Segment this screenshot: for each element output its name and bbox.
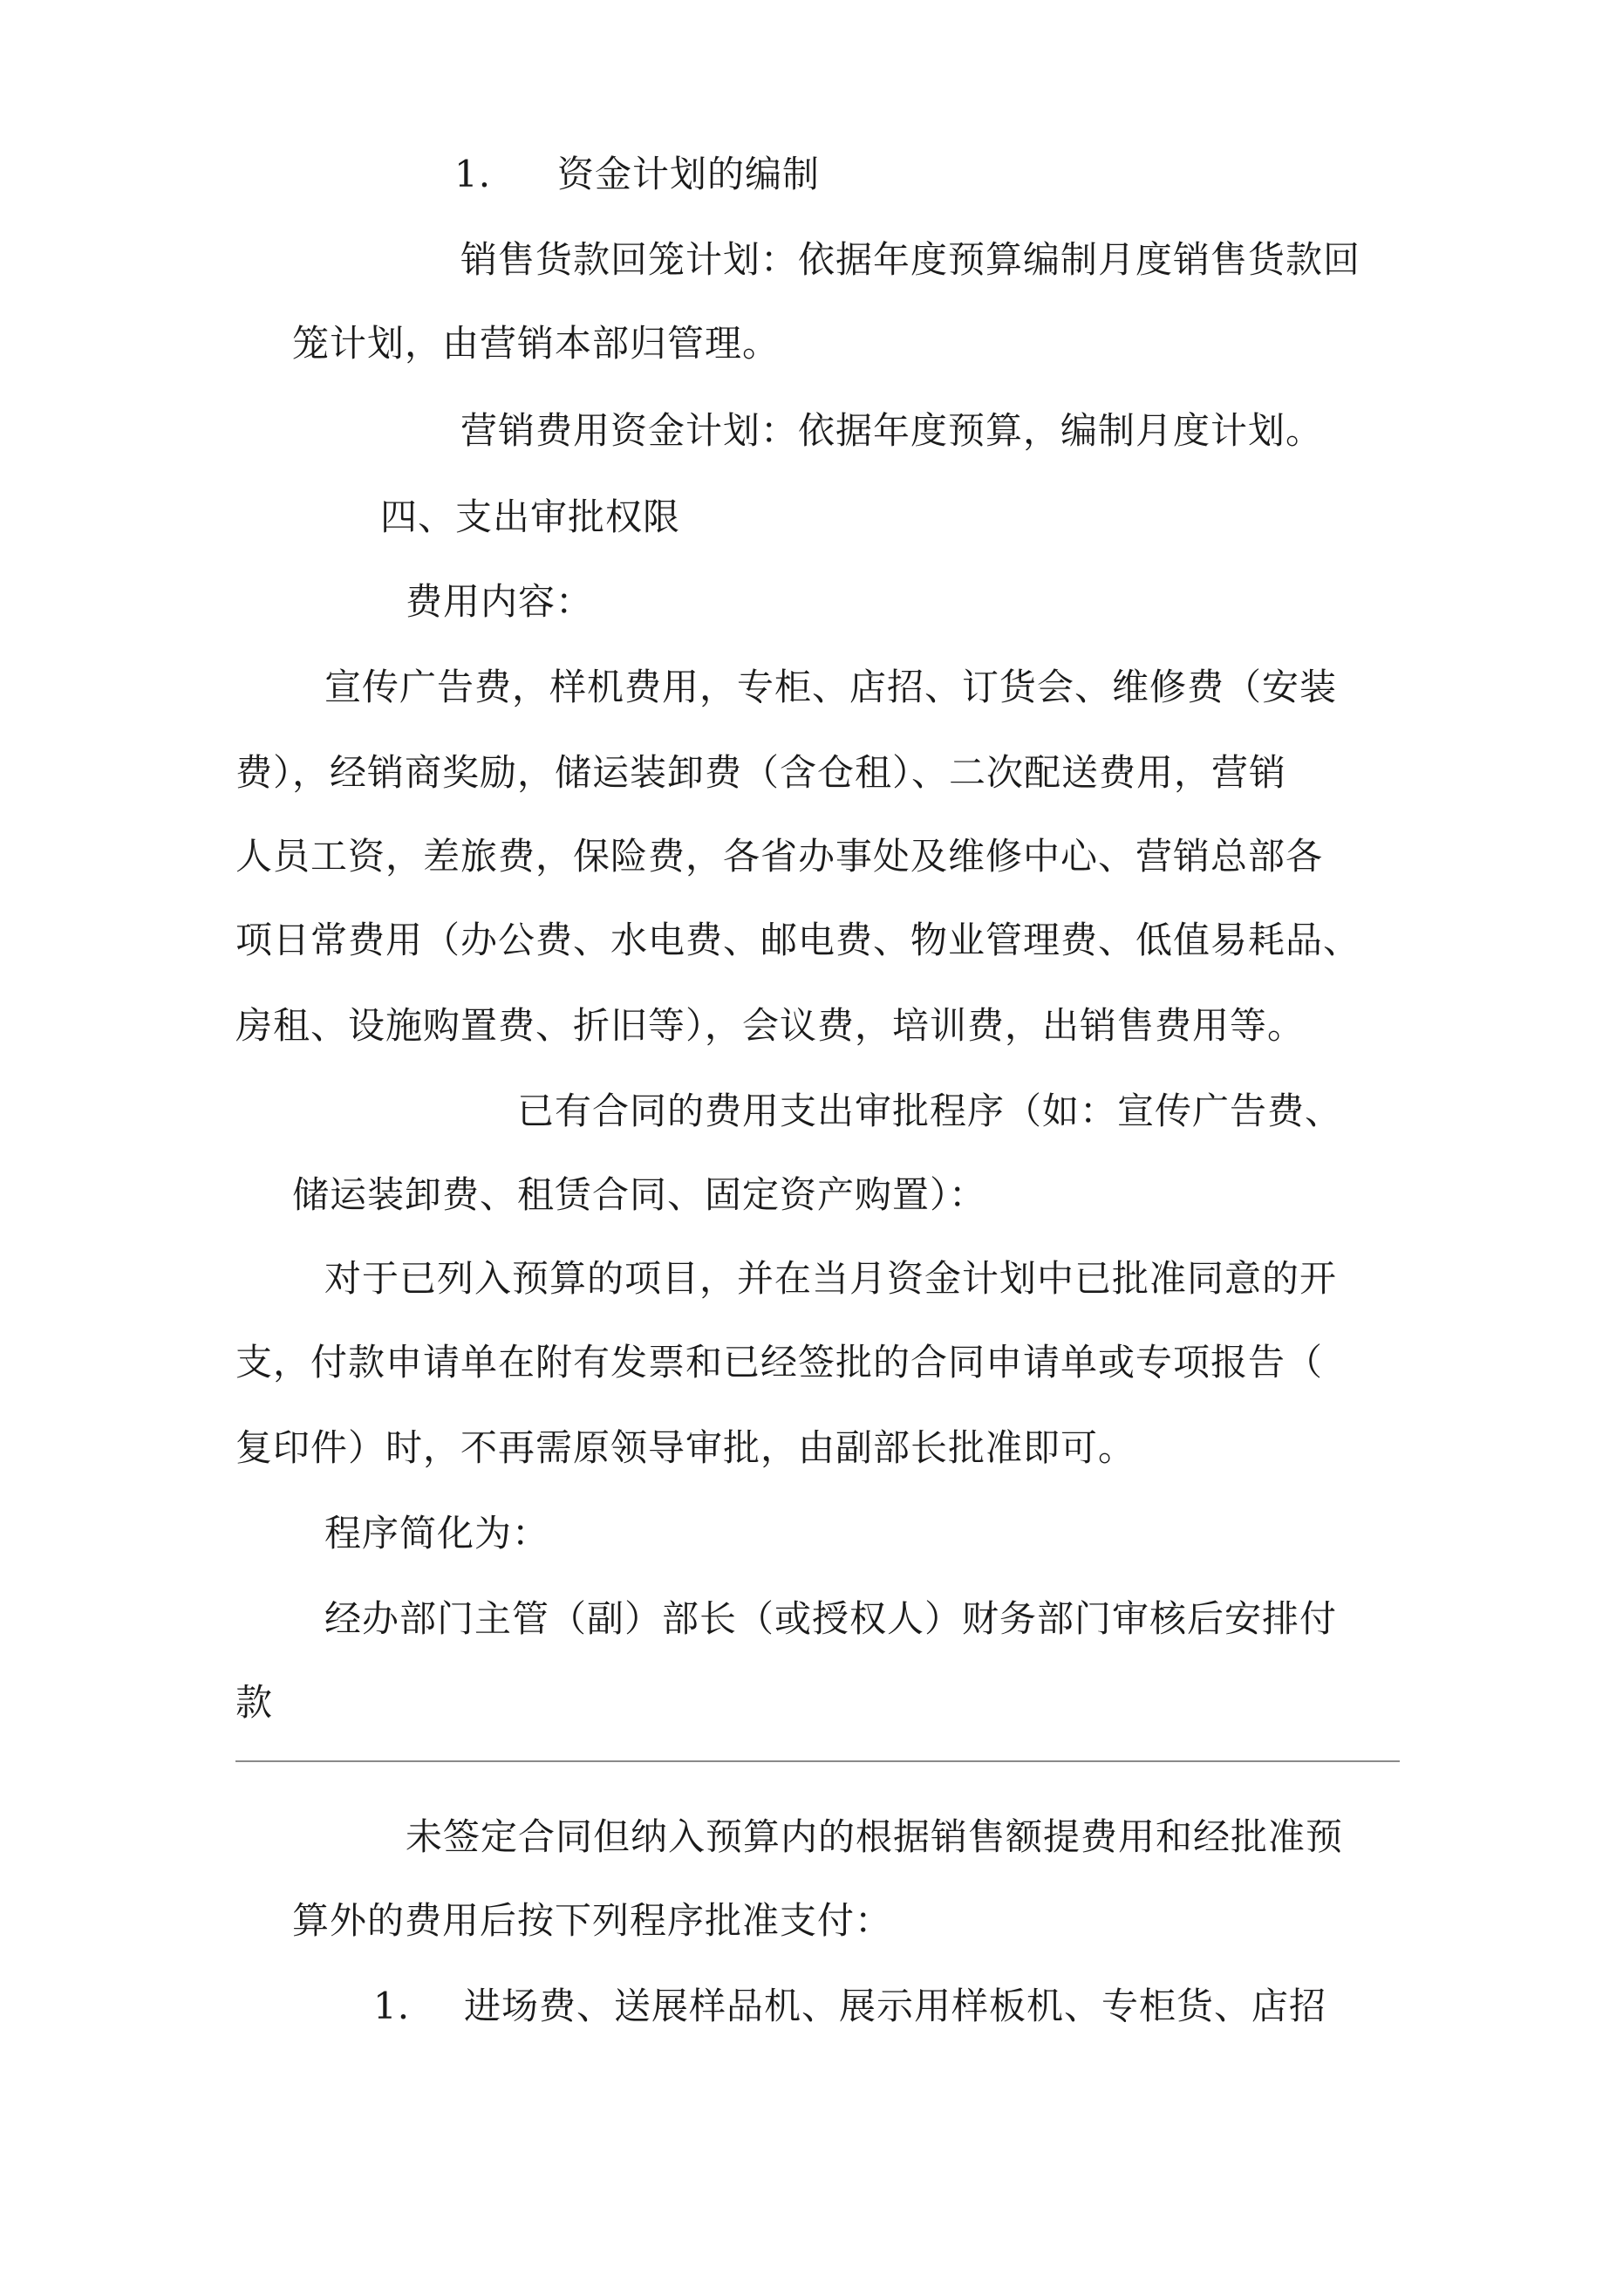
sales-plan-line-2: 笼计划，由营销本部归管理。 [292, 322, 781, 365]
list-item-number: 1. [373, 1985, 411, 2027]
budget-paragraph-line-1: 对于已列入预算的项目，并在当月资金计划中已批准同意的开 [324, 1257, 1338, 1300]
expense-paragraph-line-1: 宣传广告费，样机费用，专柜、店招、订货会、维修费（安装 [324, 666, 1338, 708]
contract-procedure-line-1: 已有合同的费用支出审批程序（如：宣传广告费、 [517, 1090, 1343, 1132]
expense-paragraph-line-2: 费），经销商奖励，储运装卸费（含仓租）、二次配送费用，营销 [235, 751, 1287, 794]
marketing-plan-line: 营销费用资金计划：依据年度预算，编制月度计划。 [460, 409, 1324, 452]
section-title: 资金计划的编制 [557, 153, 821, 195]
simplified-steps-line-2: 款 [235, 1681, 274, 1724]
unsigned-contract-line-2: 算外的费用后按下列程序批准支付： [292, 1899, 893, 1942]
expense-paragraph-line-5: 房租、设施购置费、折旧等），会议费，培训费，出销售费用等。 [235, 1004, 1306, 1047]
simplified-steps-line-1: 经办部门主管（副）部长（或授权人）财务部门审核后安排付 [324, 1597, 1338, 1640]
sales-plan-line-1: 销售货款回笼计划：依据年度预算编制月度销售货款回 [460, 238, 1361, 281]
simplified-procedure-label: 程序简化为： [324, 1512, 550, 1555]
expense-content-label: 费用内容： [406, 580, 594, 623]
budget-paragraph-line-3: 复印件）时，不再需原领导审批，由副部长批准即可。 [235, 1426, 1136, 1469]
section-number: 1. [454, 153, 492, 195]
unsigned-contract-line-1: 未签定合同但纳入预算内的根据销售额提费用和经批准预 [406, 1815, 1344, 1858]
expense-paragraph-line-4: 项日常费用（办公费、水电费、邮电费、物业管理费、低值易耗品、 [235, 919, 1361, 961]
section-heading-funding-plan [454, 148, 820, 201]
expense-paragraph-line-3: 人员工资，差旅费，保险费，各省办事处及维修中心、营销总部各 [235, 835, 1324, 878]
list-item-1 [373, 1980, 1326, 2033]
section-heading-approval-authority: 四、支出审批权限 [380, 495, 681, 538]
list-item-text: 进场费、送展样品机、展示用样板机、专柜货、店招 [464, 1985, 1327, 2027]
horizontal-divider [235, 1760, 1400, 1762]
budget-paragraph-line-2: 支，付款申请单在附有发票和已经签批的合同申请单或专项报告（ [235, 1341, 1324, 1384]
contract-procedure-line-2: 储运装卸费、租赁合同、固定资产购置）： [292, 1173, 987, 1216]
